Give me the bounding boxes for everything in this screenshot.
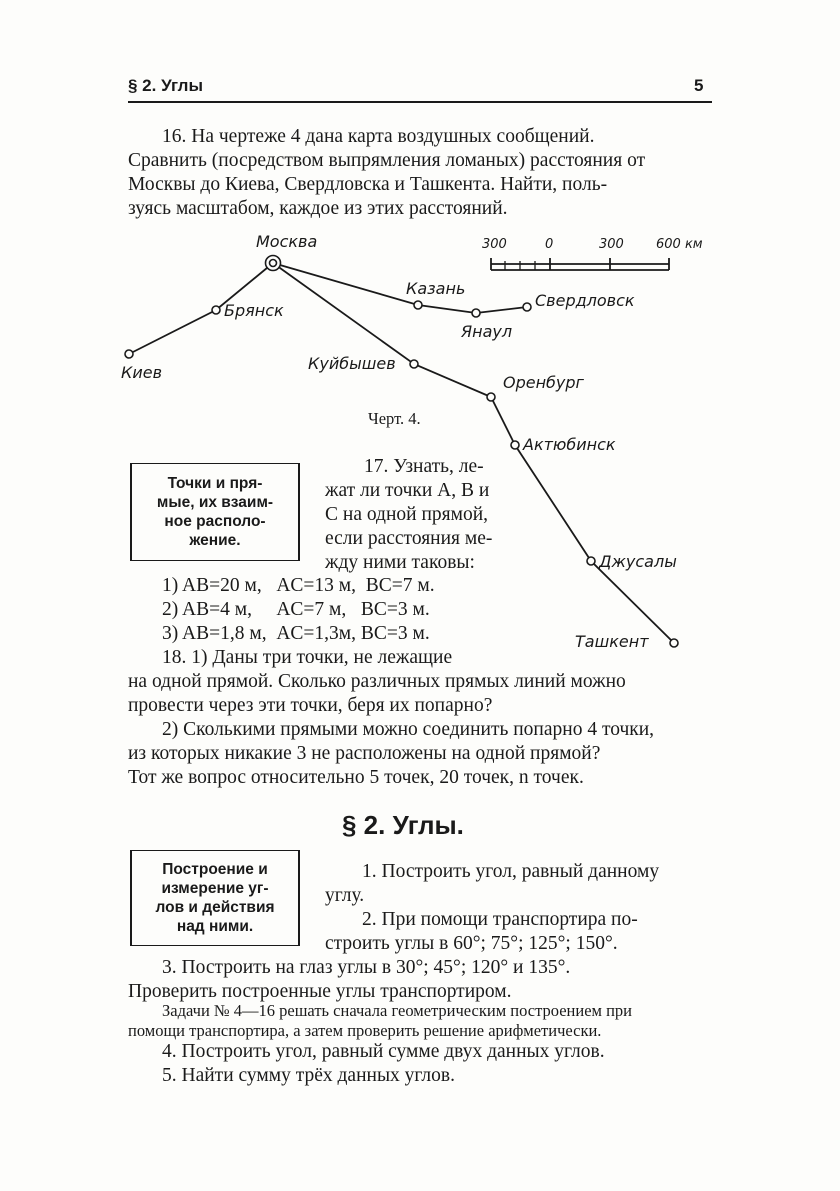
kiev-marker (125, 350, 133, 358)
problem-18-line-2: на одной прямой. Сколько различных прямых линий можно (128, 671, 626, 692)
problem-16-line-2: Сравнить (посредством выпрямления ломаных) расстояния от (128, 150, 646, 171)
scale-label-300-right: 300 (599, 237, 624, 252)
tashkent-marker (670, 639, 678, 647)
page-number: 5 (694, 76, 704, 95)
angles-problem-1-line-2: углу. (325, 885, 365, 906)
angles-problem-3-line-2: Проверить построенные углы транспортиром. (128, 981, 512, 1002)
label-sverdlovsk: Свердловск (535, 291, 635, 310)
problem-17-line-4: если расстояния ме- (325, 528, 493, 549)
bryansk-marker (212, 306, 220, 314)
problem-17-case-2: 2) AB=4 м, AC=7 м, BC=3 м. (162, 599, 430, 620)
tasks-note-line-2: помощи транспортира, а затем проверить решение арифметически. (128, 1021, 602, 1040)
scale-label-300-left: 300 (482, 237, 507, 252)
kuibyshev-marker (410, 360, 418, 368)
map-scale-bar (482, 237, 703, 270)
problem-18-line-1: 18. 1) Даны три точки, не лежащие (162, 647, 453, 668)
moscow-marker-inner (270, 260, 277, 267)
label-dzhusaly: Джусалы (599, 552, 677, 571)
angles-problem-5: 5. Найти сумму трёх данных углов. (162, 1065, 455, 1086)
angles-problem-3-line-1: 3. Построить на глаз углы в 30°; 45°; 120° и 135°. (162, 957, 571, 978)
scale-label-600km: 600 км (656, 237, 703, 252)
problem-16-line-1: 16. На чертеже 4 дана карта воздушных сообщений. (162, 126, 595, 147)
problem-17-case-3: 3) AB=1,8 м, AC=1,3м, BC=3 м. (162, 623, 430, 644)
label-bryansk: Брянск (224, 301, 284, 320)
topic-box-angles-text: Построение и измерение уг- лов и действия над ними. (155, 861, 275, 935)
route-moscow-sverdlovsk (273, 263, 527, 313)
topic-box-points-lines-text: Точки и пря- мые, их взаим- ное располо- жение. (156, 475, 274, 549)
angles-problem-2-line-1: 2. При помощи транспортира по- (362, 909, 638, 930)
tasks-note-line-1: Задачи № 4—16 решать сначала геометрическим построением при (162, 1001, 632, 1020)
problem-17-line-1: 17. Узнать, ле- (364, 456, 484, 477)
section-title: § 2. Углы. (342, 810, 464, 840)
angles-problem-2-line-2: строить углы в 60°; 75°; 125°; 150°. (325, 933, 618, 954)
label-tashkent: Ташкент (575, 632, 649, 651)
yanaul-marker (472, 309, 480, 317)
angles-problem-1-line-1: 1. Построить угол, равный данному (362, 861, 660, 882)
label-moscow: Москва (256, 232, 318, 251)
label-yanaul: Янаул (461, 322, 513, 341)
problem-17-line-5: жду ними таковы: (325, 552, 475, 573)
label-orenburg: Оренбург (503, 373, 584, 392)
label-aktyubinsk: Актюбинск (523, 435, 616, 454)
problem-17-line-2: жат ли точки A, B и (325, 480, 490, 501)
kazan-marker (414, 301, 422, 309)
problem-18-line-5: из которых никакие 3 не расположены на одной прямой? (128, 743, 601, 764)
scale-label-0: 0 (545, 237, 554, 252)
problem-18-line-6: Тот же вопрос относительно 5 точек, 20 точек, n точек. (128, 767, 584, 788)
problem-18-line-4: 2) Сколькими прямыми можно соединить попарно 4 точки, (162, 719, 655, 740)
orenburg-marker (487, 393, 495, 401)
angles-problem-4: 4. Построить угол, равный сумме двух данных углов. (162, 1041, 605, 1062)
label-kiev: Киев (121, 363, 163, 382)
dzhusaly-marker (587, 557, 595, 565)
problem-16-line-4: зуясь масштабом, каждое из этих расстояний. (128, 198, 508, 219)
label-kuibyshev: Куйбышев (308, 354, 396, 373)
problem-18-line-3: провести через эти точки, беря их попарно? (128, 695, 493, 716)
running-header-title: § 2. Углы (128, 76, 203, 95)
aktyubinsk-marker (511, 441, 519, 449)
topic-box-points-lines (130, 463, 300, 561)
sverdlovsk-marker (523, 303, 531, 311)
topic-box-angles (130, 850, 300, 946)
problem-17-line-3: C на одной прямой, (325, 504, 489, 525)
problem-17-case-1: 1) AB=20 м, AC=13 м, BC=7 м. (162, 575, 435, 596)
problem-16-line-3: Москвы до Киева, Свердловска и Ташкента. Найти, поль- (128, 174, 608, 195)
label-kazan: Казань (406, 279, 466, 298)
figure-caption: Черт. 4. (368, 409, 421, 428)
